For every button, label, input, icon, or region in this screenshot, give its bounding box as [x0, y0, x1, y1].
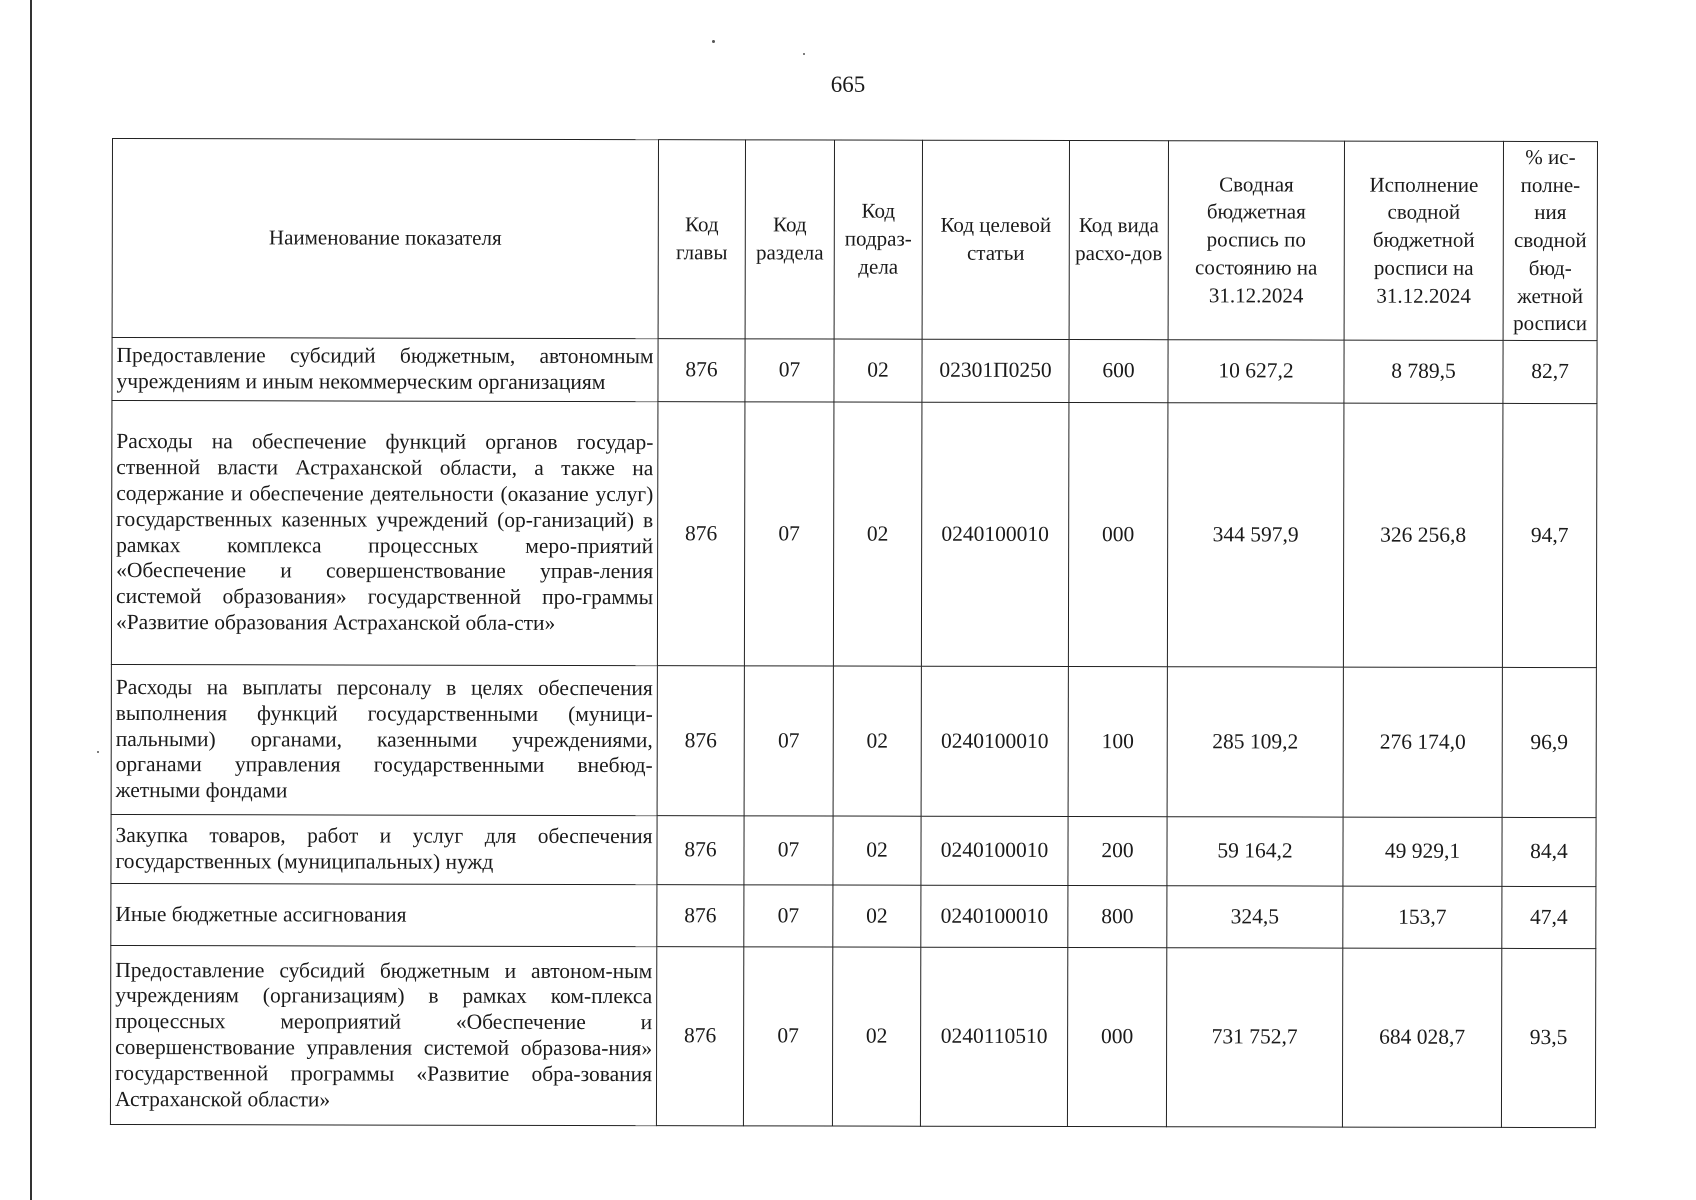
row-section: 07	[744, 816, 833, 885]
row-chapter: 876	[657, 402, 745, 666]
header-percent: % ис-полне-ния сводной бюд-жетной росписи	[1503, 141, 1597, 340]
row-subsection: 02	[833, 666, 921, 816]
table-row	[111, 815, 1596, 887]
header-expense-type-code: Код вида расхо-дов	[1069, 141, 1168, 340]
row-section: 07	[744, 885, 833, 947]
scan-speck	[803, 53, 805, 55]
table-row	[110, 946, 1595, 1128]
row-name: Предоставление субсидий бюджетным и автоном-ным учреждениям (организациям) в рамках ком-плекса процессных мероприятий «Обеспечение и совершенствование управления системой образова-ния» государственной программы «Развитие обра-зования Астраханской области»	[110, 946, 656, 1126]
header-name: Наименование показателя	[112, 139, 658, 339]
row-chapter: 876	[657, 816, 744, 885]
row-execution: 8 789,5	[1344, 340, 1503, 403]
row-expense-type: 800	[1068, 886, 1167, 948]
row-percent: 84,4	[1502, 817, 1596, 886]
header-subsection-code: Код подраз-дела	[834, 140, 922, 339]
row-percent: 93,5	[1501, 948, 1595, 1127]
header-budget-list: Сводная бюджетная роспись по состоянию на 31.12.2024	[1168, 141, 1344, 340]
row-chapter: 876	[657, 885, 744, 947]
row-target: 0240100010	[921, 885, 1068, 947]
row-execution: 326 256,8	[1343, 403, 1503, 667]
row-subsection: 02	[832, 947, 920, 1126]
row-percent: 47,4	[1502, 886, 1596, 948]
header-section-code: Код раздела	[745, 140, 834, 339]
row-section: 07	[744, 666, 833, 816]
row-chapter: 876	[657, 666, 744, 816]
row-target: 02301П0250	[922, 339, 1069, 402]
row-subsection: 02	[833, 816, 921, 885]
row-execution: 153,7	[1343, 886, 1502, 948]
header-execution: Исполнение сводной бюджетной росписи на 31.12.2024	[1344, 141, 1503, 340]
scan-speck	[712, 40, 715, 43]
table-row	[112, 338, 1597, 404]
row-subsection: 02	[834, 339, 922, 402]
row-section: 07	[745, 339, 834, 402]
row-expense-type: 000	[1067, 948, 1166, 1127]
row-expense-type: 100	[1068, 667, 1167, 817]
row-target: 0240100010	[921, 402, 1069, 666]
row-expense-type: 000	[1068, 403, 1168, 667]
page-number: 665	[830, 72, 866, 97]
row-subsection: 02	[833, 885, 921, 947]
budget-table	[110, 138, 1598, 1128]
header-target-article-code: Код целевой статьи	[922, 140, 1069, 339]
row-percent: 82,7	[1503, 340, 1597, 403]
row-subsection: 02	[833, 402, 922, 666]
row-expense-type: 200	[1068, 817, 1167, 886]
table-row	[111, 665, 1596, 818]
table-row	[111, 401, 1597, 668]
row-budget: 285 109,2	[1167, 667, 1343, 817]
row-expense-type: 600	[1069, 340, 1168, 403]
row-percent: 94,7	[1502, 403, 1597, 667]
row-name: Предоставление субсидий бюджетным, автономным учреждениям и иным некоммерческим организациям	[112, 338, 658, 402]
table-header-row	[112, 139, 1597, 341]
row-name: Иные бюджетные ассигнования	[111, 884, 657, 947]
row-name: Закупка товаров, работ и услуг для обеспечения государственных (муниципальных) нужд	[111, 815, 657, 885]
row-name: Расходы на выплаты персоналу в целях обеспечения выполнения функций государственными (муници-пальными) органами, казенными учреждениями, органами управления государственными внебюд-жетными фондами	[111, 665, 657, 816]
row-name: Расходы на обеспечение функций органов государ-ственной власти Астраханской области, а также на содержание и обеспечение деятельности (оказание услуг) государственных казенных учреждений (ор-ганизаций) в рамках комплекса процессных меро-приятий «Обеспечение и совершенствование управ-ления системой образования» государственной про-граммы «Развитие образования Астраханской обла-сти»	[111, 401, 658, 666]
row-target: 0240110510	[920, 947, 1067, 1126]
table-row	[111, 884, 1596, 949]
row-execution: 684 028,7	[1342, 948, 1501, 1127]
row-percent: 96,9	[1502, 667, 1596, 817]
row-section: 07	[744, 402, 834, 666]
row-execution: 276 174,0	[1343, 667, 1502, 817]
row-budget: 10 627,2	[1168, 340, 1344, 403]
row-chapter: 876	[656, 947, 743, 1126]
row-target: 0240100010	[921, 666, 1068, 816]
row-budget: 344 597,9	[1167, 403, 1344, 667]
scan-speck	[97, 751, 99, 753]
row-target: 0240100010	[921, 816, 1068, 885]
scan-left-edge	[30, 0, 32, 1200]
row-section: 07	[743, 947, 832, 1126]
row-budget: 59 164,2	[1167, 817, 1343, 886]
row-chapter: 876	[658, 339, 745, 402]
header-chapter-code: Код главы	[658, 140, 745, 339]
row-budget: 324,5	[1167, 886, 1343, 948]
row-execution: 49 929,1	[1343, 817, 1502, 886]
row-budget: 731 752,7	[1166, 948, 1342, 1127]
